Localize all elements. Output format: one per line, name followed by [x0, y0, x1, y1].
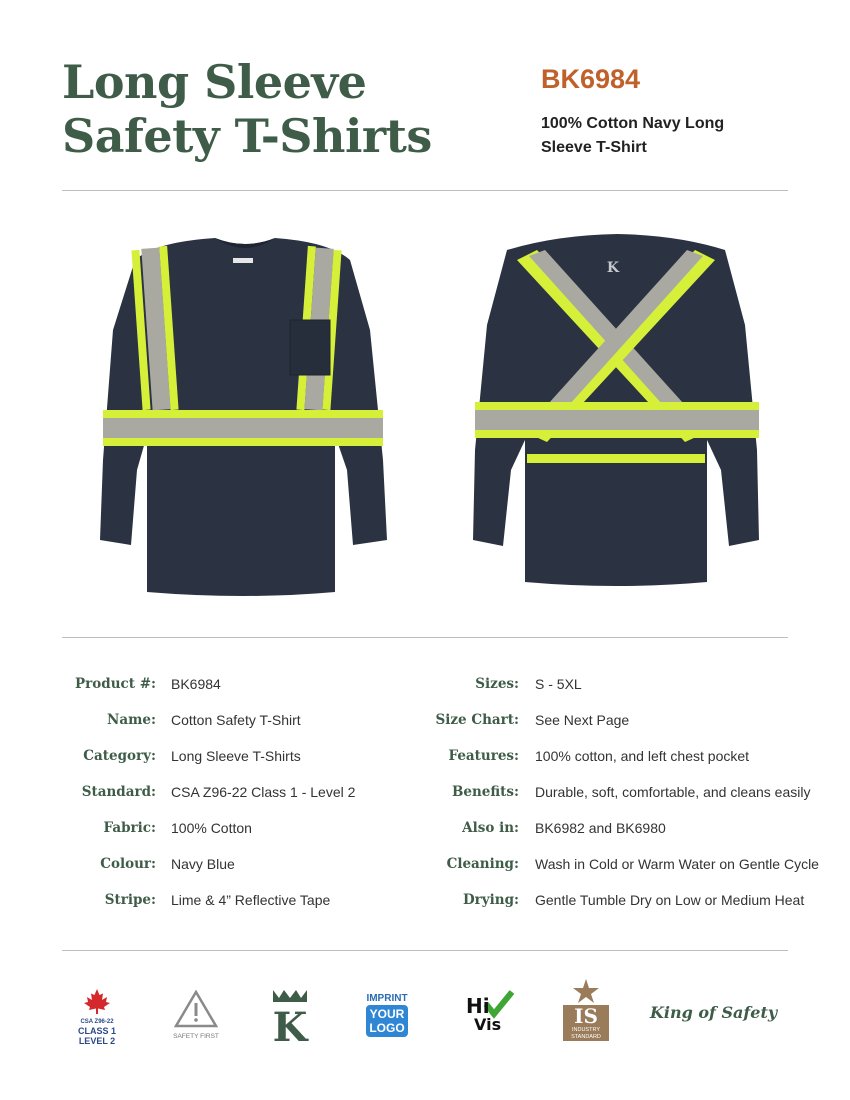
spec-label: Name:: [107, 712, 156, 728]
spec-value: Navy Blue: [171, 856, 235, 872]
your-logo-badge: [366, 1005, 408, 1037]
spec-label: Sizes:: [475, 676, 519, 692]
csa-class-text: CLASS 1: [77, 1026, 116, 1036]
bottom-divider: [62, 950, 788, 951]
industry-text: INDUSTRY: [571, 1027, 600, 1033]
spec-label: Colour:: [100, 856, 156, 872]
crown-icon: [270, 988, 310, 1044]
k-letter: K: [272, 1004, 308, 1044]
imprint-text: IMPRINT: [366, 993, 408, 1004]
your-text: YOUR: [369, 1007, 405, 1021]
subtitle-line-2: Sleeve T-Shirt: [541, 139, 647, 156]
spec-label: Features:: [448, 748, 519, 764]
standard-text: STANDARD: [571, 1034, 601, 1040]
spec-value: BK6982 and BK6980: [535, 820, 666, 836]
product-subtitle: [541, 112, 741, 160]
spec-label: Drying:: [462, 892, 519, 908]
safety-first-logo: [170, 990, 222, 1040]
industry-standard-logo: [563, 978, 609, 1041]
safety-first-text: SAFETY FIRST: [173, 1033, 219, 1040]
spec-label: Product #:: [75, 676, 156, 692]
product-code: BK6984: [541, 64, 641, 94]
k-crown-logo: [270, 988, 310, 1044]
shirt-front-image: [95, 220, 390, 605]
star-icon: [569, 978, 603, 1004]
csa-logo: [76, 988, 118, 1046]
spec-value: S - 5XL: [535, 676, 582, 692]
top-divider: [62, 190, 788, 191]
spec-label: Benefits:: [451, 784, 519, 800]
middle-divider: [62, 637, 788, 638]
spec-label: Cleaning:: [446, 856, 519, 872]
spec-value: Long Sleeve T-Shirts: [171, 748, 301, 764]
spec-value: Durable, soft, comfortable, and cleans easily: [535, 784, 811, 800]
shirt-back-image: [467, 220, 765, 605]
imprint-logo: [366, 993, 408, 1037]
spec-label: Size Chart:: [435, 712, 519, 728]
spec-value: Gentle Tumble Dry on Low or Medium Heat: [535, 892, 805, 908]
svg-text:K: K: [606, 260, 620, 276]
spec-value: Lime & 4” Reflective Tape: [171, 892, 331, 908]
spec-label: Also in:: [462, 820, 519, 836]
spec-label: Stripe:: [104, 892, 156, 908]
vis-text: Vis: [474, 1015, 502, 1034]
page-title: [62, 55, 432, 163]
csa-standard-text: CSA Z96-22: [80, 1019, 114, 1025]
spec-value: 100% Cotton: [171, 820, 252, 836]
spec-label: Category:: [83, 748, 156, 764]
king-of-safety-logo: King of Safety: [650, 1003, 778, 1022]
hi-vis-logo: [466, 990, 514, 1038]
csa-level-text: LEVEL 2: [78, 1036, 116, 1046]
maple-leaf-icon: [82, 988, 112, 1014]
title-line-2: Safety T-Shirts: [62, 109, 432, 163]
warning-triangle-icon: [174, 990, 218, 1028]
spec-value: See Next Page: [535, 712, 630, 728]
spec-value: Cotton Safety T-Shirt: [171, 712, 301, 728]
spec-value: CSA Z96-22 Class 1 - Level 2: [171, 784, 356, 800]
spec-label: Fabric:: [103, 820, 156, 836]
title-line-1: Long Sleeve: [62, 55, 367, 109]
subtitle-line-1: 100% Cotton Navy Long: [541, 115, 725, 132]
spec-label: Standard:: [81, 784, 156, 800]
hi-text: Hi: [466, 994, 490, 1018]
is-mark: IS: [574, 1004, 598, 1028]
logo-text: LOGO: [369, 1021, 405, 1035]
spec-value: Wash in Cold or Warm Water on Gentle Cycle: [535, 856, 819, 872]
spec-value: 100% cotton, and left chest pocket: [535, 748, 750, 764]
spec-value: BK6984: [171, 676, 221, 692]
industry-standard-badge: [563, 1005, 609, 1041]
